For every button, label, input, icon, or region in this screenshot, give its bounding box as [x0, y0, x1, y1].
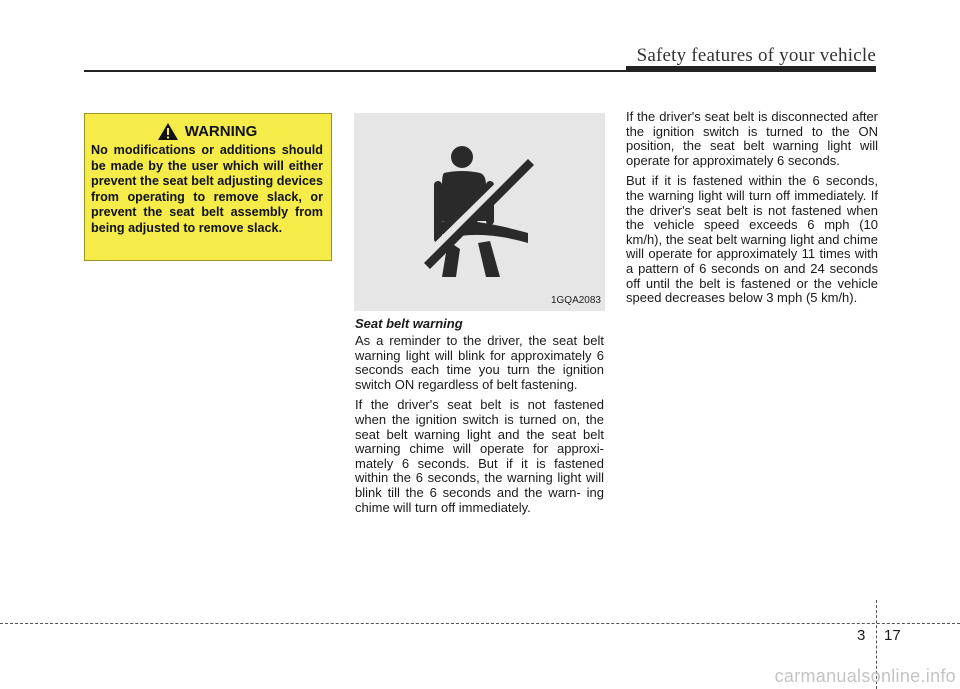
section-header-title: Safety features of your vehicle [636, 45, 876, 66]
seat-belt-figure [354, 113, 605, 311]
watermark: carmanualsonline.info [774, 666, 956, 686]
figure-code: 1GQA2083 [550, 295, 601, 306]
right-paragraph-2: But if it is fastened within the 6 seconds, the warning light will turn off immediately. If the driver's seat belt is not fastened when the vehicle speed exceeds 6 mph (10 km/h), the seat belt warning light and chime will operate for approximately 11 times with a pattern of 6 seconds on and 24 seconds off until the belt is fastened or the vehicle speed decreases below 3 mph (5 km/h). [626, 173, 878, 306]
warning-title: WARNING [184, 123, 258, 140]
right-column [626, 110, 878, 312]
warning-box [84, 113, 332, 261]
page-number: 17 [884, 627, 901, 644]
seat-belt-warning-icon [420, 145, 540, 277]
right-paragraph-1: If the driver's seat belt is disconnected after the ignition switch is turned to the ON position, the seat belt warning light will operate for approximately 6 seconds. [626, 109, 878, 168]
warning-text: No modifications or additions should be made by the user which will either prevent the seat belt adjusting devices from operating to remove slack, or prevent the seat belt assembly from being adjusted to remove slack. [91, 143, 323, 235]
header-rule [84, 70, 876, 72]
warning-header [91, 122, 323, 141]
seat-belt-warning-heading: Seat belt warning [355, 316, 463, 331]
middle-paragraph-1: As a reminder to the driver, the seat belt warning light will blink for approximately 6 seconds each time you turn the ignition switch ON regardless of belt fastening. [355, 333, 604, 392]
chapter-number: 3 [857, 627, 866, 644]
footer-rule [0, 623, 960, 624]
middle-column [355, 316, 604, 521]
middle-paragraph-2: If the driver's seat belt is not fastened when the ignition switch is turned on, the seat belt warning light and the seat belt warning chime will operate for approxi- mately 6 seconds. But if it is fastened within the 6 seconds, the warning light will blink till the 6 seconds and the warn- ing chime will turn off immediately. [355, 397, 604, 515]
warning-triangle-icon [157, 122, 179, 141]
